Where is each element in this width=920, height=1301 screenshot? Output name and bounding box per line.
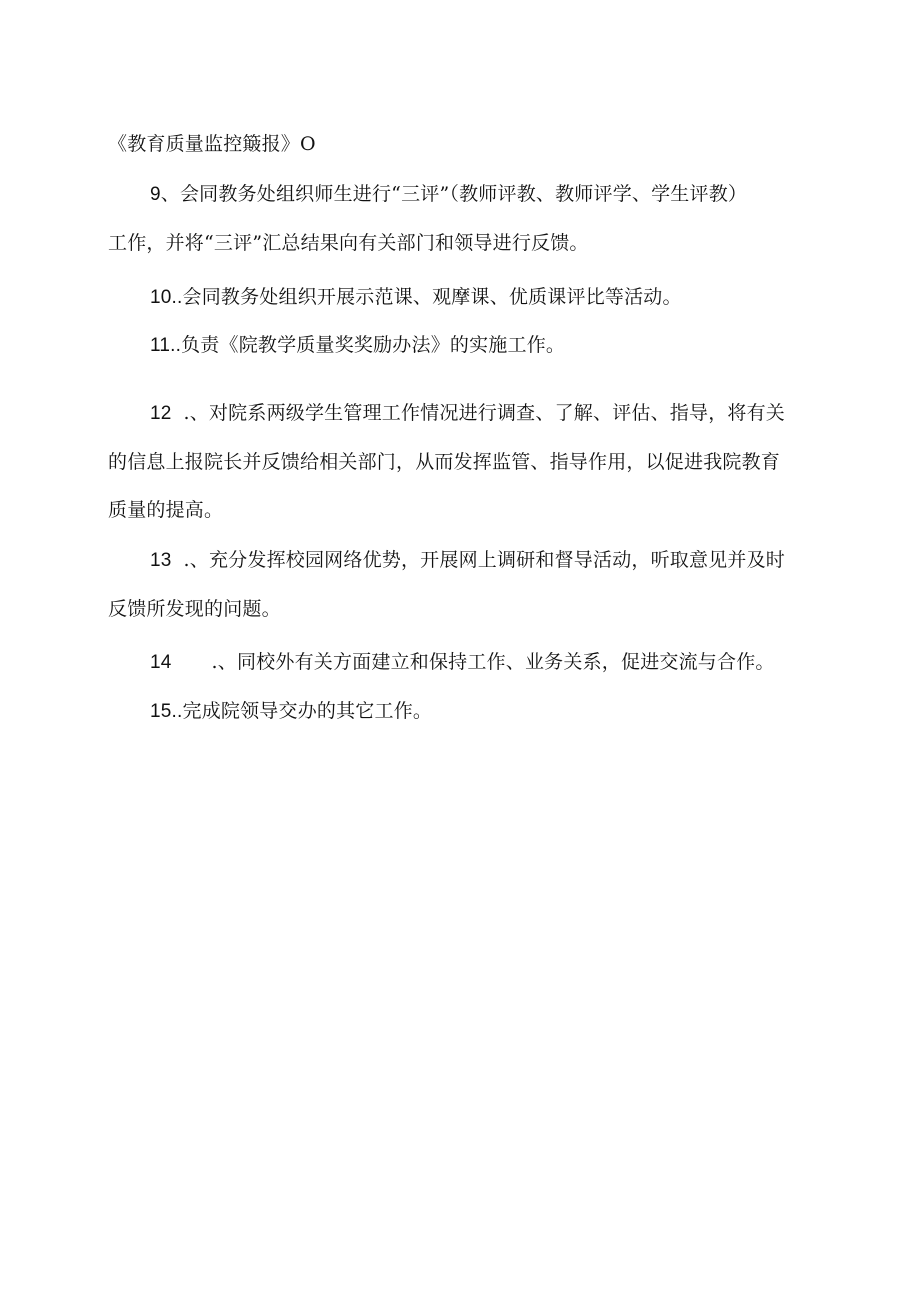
item-13-number: 13 — [150, 550, 172, 571]
item-11-line-1 — [150, 333, 820, 358]
item-13-line-2 — [108, 597, 820, 621]
item-12-text-3: 质量的提高。 — [108, 499, 224, 521]
item-14-line-1 — [150, 650, 820, 675]
continuation-line — [108, 132, 820, 156]
item-11-text-1: 负责《院教学质量奖奖励办法》的实施工作。 — [181, 334, 566, 356]
item-9-line-2 — [108, 231, 820, 255]
item-15-line-1 — [150, 699, 820, 724]
item-12-line-3 — [108, 498, 820, 522]
item-11-number: 11.. — [150, 335, 182, 356]
item-9-line-1 — [150, 182, 820, 207]
item-13-text-1: .、充分发挥校园网络优势，开展网上调研和督导活动，听取意见并及时 — [183, 549, 785, 571]
item-12-text-2: 的信息上报院长并反馈给相关部门，从而发挥监管、指导作用，以促进我院教育 — [108, 451, 781, 473]
continuation-text: 《教育质量监控簸报》O — [108, 133, 316, 155]
item-10-number: 10.. — [150, 287, 183, 308]
item-10-line-1 — [150, 285, 820, 310]
item-9-text-2: 工作，并将“三评”汇总结果向有关部门和领导进行反馈。 — [108, 232, 589, 254]
item-14-number: 14 — [150, 652, 172, 673]
item-13-line-1 — [150, 548, 820, 573]
item-12-line-1 — [150, 401, 820, 426]
item-9-number: 9 — [150, 184, 161, 205]
item-9-text-1: 、会同教务处组织师生进行“三评”（教师评教、教师评学、学生评教） — [160, 183, 748, 205]
item-15-text-1: 完成院领导交办的其它工作。 — [182, 700, 433, 722]
item-12-text-1: .、对院系两级学生管理工作情况进行调查、了解、评估、指导，将有关 — [183, 402, 785, 424]
item-14-text-1: .、同校外有关方面建立和保持工作、业务关系，促进交流与合作。 — [211, 651, 775, 673]
item-13-text-2: 反馈所发现的问题。 — [108, 598, 281, 620]
item-12-number: 12 — [150, 403, 172, 424]
item-12-line-2 — [108, 450, 820, 474]
item-15-number: 15.. — [150, 701, 183, 722]
item-10-text-1: 会同教务处组织开展示范课、观摩课、优质课评比等活动。 — [182, 286, 682, 308]
